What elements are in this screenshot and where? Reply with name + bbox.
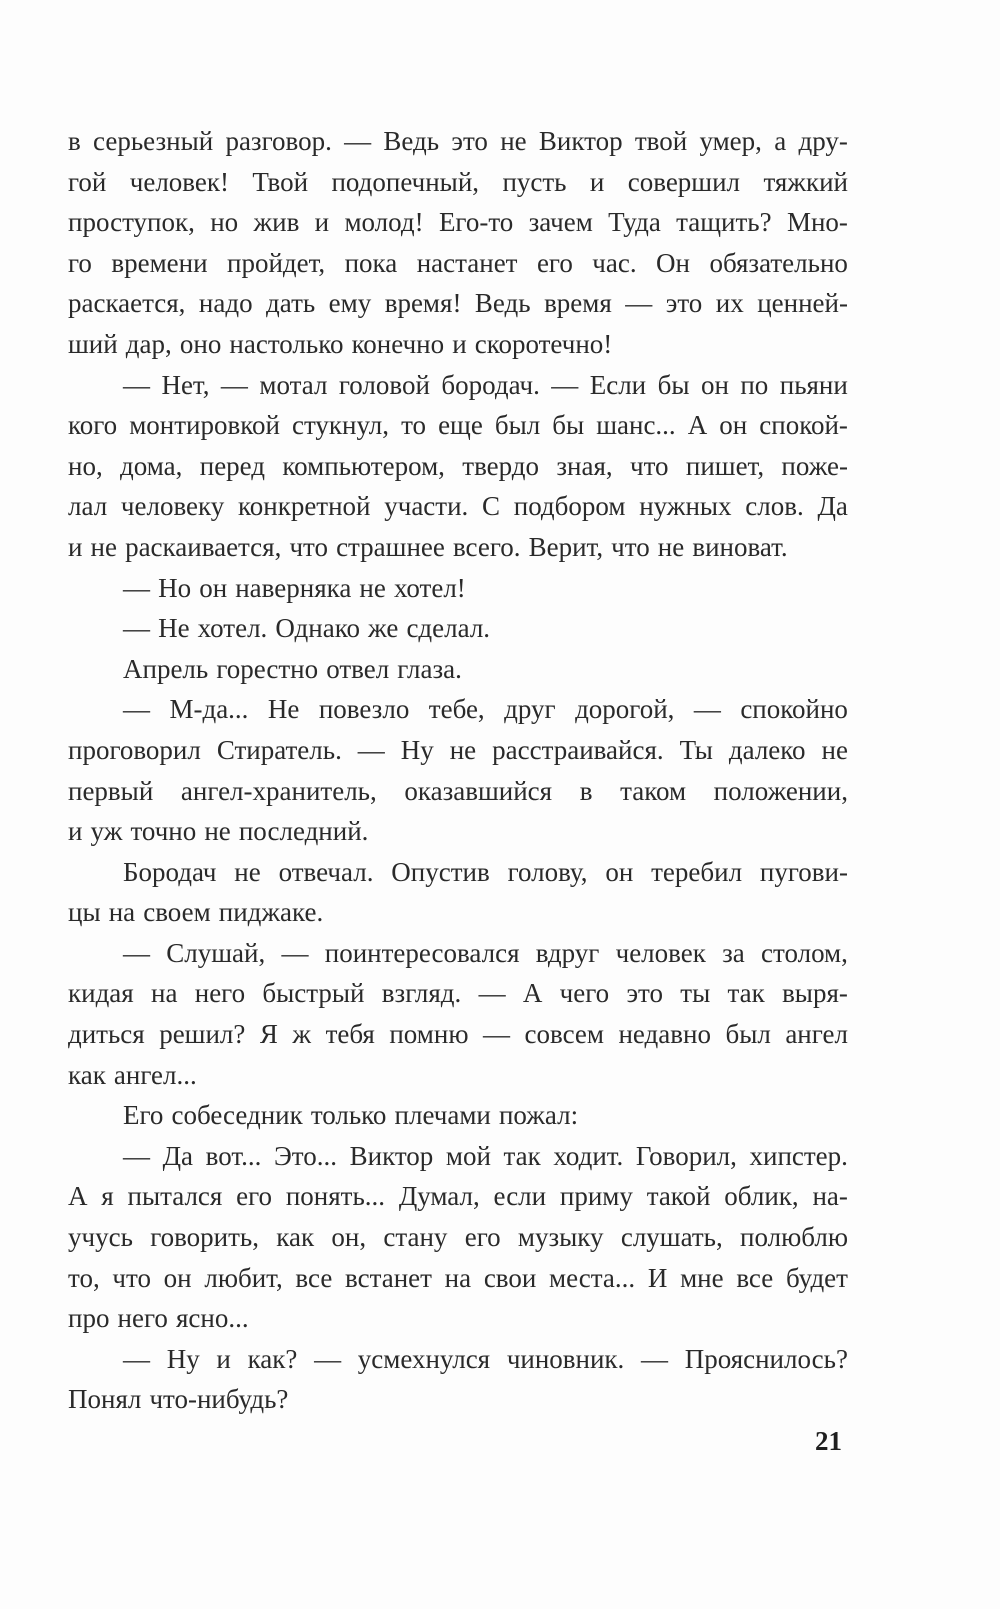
- text-line: — Нет, — мотал головой бородач. — Если бы он по пьяни: [123, 369, 848, 400]
- text-line: — М-да... Не повезло тебе, друг дорогой, — спокойно: [123, 694, 848, 725]
- text-line: диться решил? Я ж тебя помню — совсем недавно был ангел: [68, 1019, 848, 1050]
- text-line: А я пытался его понять... Думал, если приму такой облик, на-: [68, 1181, 848, 1212]
- text-line: — Ну и как? — усмехнулся чиновник. — Прояснилось?: [123, 1343, 848, 1374]
- text-line: первый ангел-хранитель, оказавшийся в таком положении,: [68, 775, 848, 806]
- text-line: про него ясно...: [68, 1303, 249, 1334]
- text-line: — Но он наверняка не хотел!: [123, 572, 466, 603]
- text-line: — Слушай, — поинтересовался вдруг человек за столом,: [123, 937, 848, 968]
- text-line: лал человеку конкретной участи. С подбором нужных слов. Да: [68, 491, 848, 522]
- text-line: Бородач не отвечал. Опустив голову, он теребил пугови-: [123, 856, 848, 887]
- text-line: — Да вот... Это... Виктор мой так ходит. Говорил, хипстер.: [123, 1140, 848, 1171]
- text-line: учусь говорить, как он, стану его музыку слушать, полюблю: [68, 1222, 848, 1253]
- text-line: и уж точно не последний.: [68, 816, 369, 847]
- text-line: но, дома, перед компьютером, твердо зная, что пишет, поже-: [68, 450, 848, 481]
- text-line: и не раскаивается, что страшнее всего. Верит, что не виноват.: [68, 531, 788, 562]
- text-line: гой человек! Твой подопечный, пусть и совершил тяжкий: [68, 166, 848, 197]
- text-line: Апрель горестно отвел глаза.: [123, 653, 462, 684]
- text-line: как ангел...: [68, 1059, 197, 1090]
- text-line: то, что он любит, все встанет на свои места... И мне все будет: [68, 1262, 848, 1293]
- text-line: го времени пройдет, пока настанет его час. Он обязательно: [68, 247, 848, 278]
- body-text: [68, 121, 848, 1420]
- text-line: раскается, надо дать ему время! Ведь время — это их ценней-: [68, 288, 848, 319]
- text-line: проговорил Стиратель. — Ну не расстраивайся. Ты далеко не: [68, 734, 848, 765]
- text-line: кидая на него быстрый взгляд. — А чего это ты так выря-: [68, 978, 848, 1009]
- text-line: в серьезный разговор. — Ведь это не Виктор твой умер, а дру-: [68, 126, 848, 156]
- text-line: цы на своем пиджаке.: [68, 897, 324, 928]
- text-line: Понял что-нибудь?: [68, 1384, 289, 1415]
- text-line: проступок, но жив и молод! Его-то зачем Туда тащить? Мно-: [68, 207, 848, 238]
- text-line: — Не хотел. Однако же сделал.: [123, 613, 491, 644]
- text-line: Его собеседник только плечами пожал:: [123, 1100, 579, 1131]
- text-line: ший дар, оно настолько конечно и скоротечно!: [68, 328, 613, 359]
- text-line: кого монтировкой стукнул, то еще был бы шанс... А он спокой-: [68, 410, 848, 441]
- page-number: 21: [815, 1426, 842, 1456]
